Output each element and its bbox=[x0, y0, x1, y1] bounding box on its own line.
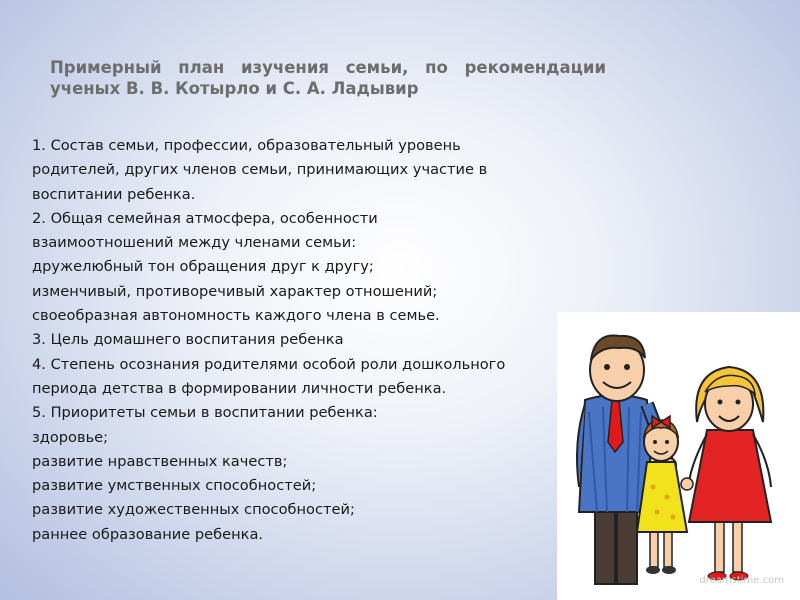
text-line: развитие умственных способностей; bbox=[32, 477, 317, 495]
text-line: 2. Общая семейная атмосфера, особенности bbox=[32, 209, 378, 227]
mother-figure bbox=[681, 367, 771, 580]
text-line: 3. Цель домашнего воспитания ребенка bbox=[32, 331, 344, 349]
watermark-text: dreamstime.com bbox=[699, 575, 784, 586]
text-line: развитие нравственных качеств; bbox=[32, 452, 288, 470]
text-line: взаимоотношений между членами семьи: bbox=[32, 234, 357, 252]
family-drawing bbox=[557, 312, 800, 600]
text-line: 5. Приоритеты семьи в воспитании ребенка: bbox=[32, 404, 378, 422]
text-line: изменчивый, противоречивый характер отношений; bbox=[32, 282, 438, 300]
slide-title: Примерный план изучения семьи, по рекомендации ученых В. В. Котырло и С. А. Ладывир bbox=[50, 58, 606, 98]
text-line: воспитании ребенка. bbox=[32, 185, 196, 203]
text-line: дружелюбный тон обращения друг к другу; bbox=[32, 258, 374, 276]
family-illustration bbox=[557, 312, 800, 600]
text-line: периода детства в формировании личности ребенка. bbox=[32, 379, 447, 397]
child-figure bbox=[637, 416, 687, 574]
text-line: раннее образование ребенка. bbox=[32, 525, 264, 543]
text-line: родителей, других членов семьи, принимающих участие в bbox=[32, 161, 488, 179]
plan-text bbox=[32, 134, 592, 547]
text-line: своеобразная автономность каждого члена в семье. bbox=[32, 307, 440, 325]
text-line: 1. Состав семьи, профессии, образовательный уровень bbox=[32, 137, 461, 154]
text-line: 4. Степень осознания родителями особой роли дошкольного bbox=[32, 355, 506, 373]
text-line: развитие художественных способностей; bbox=[32, 501, 355, 519]
text-line: здоровье; bbox=[32, 428, 109, 446]
